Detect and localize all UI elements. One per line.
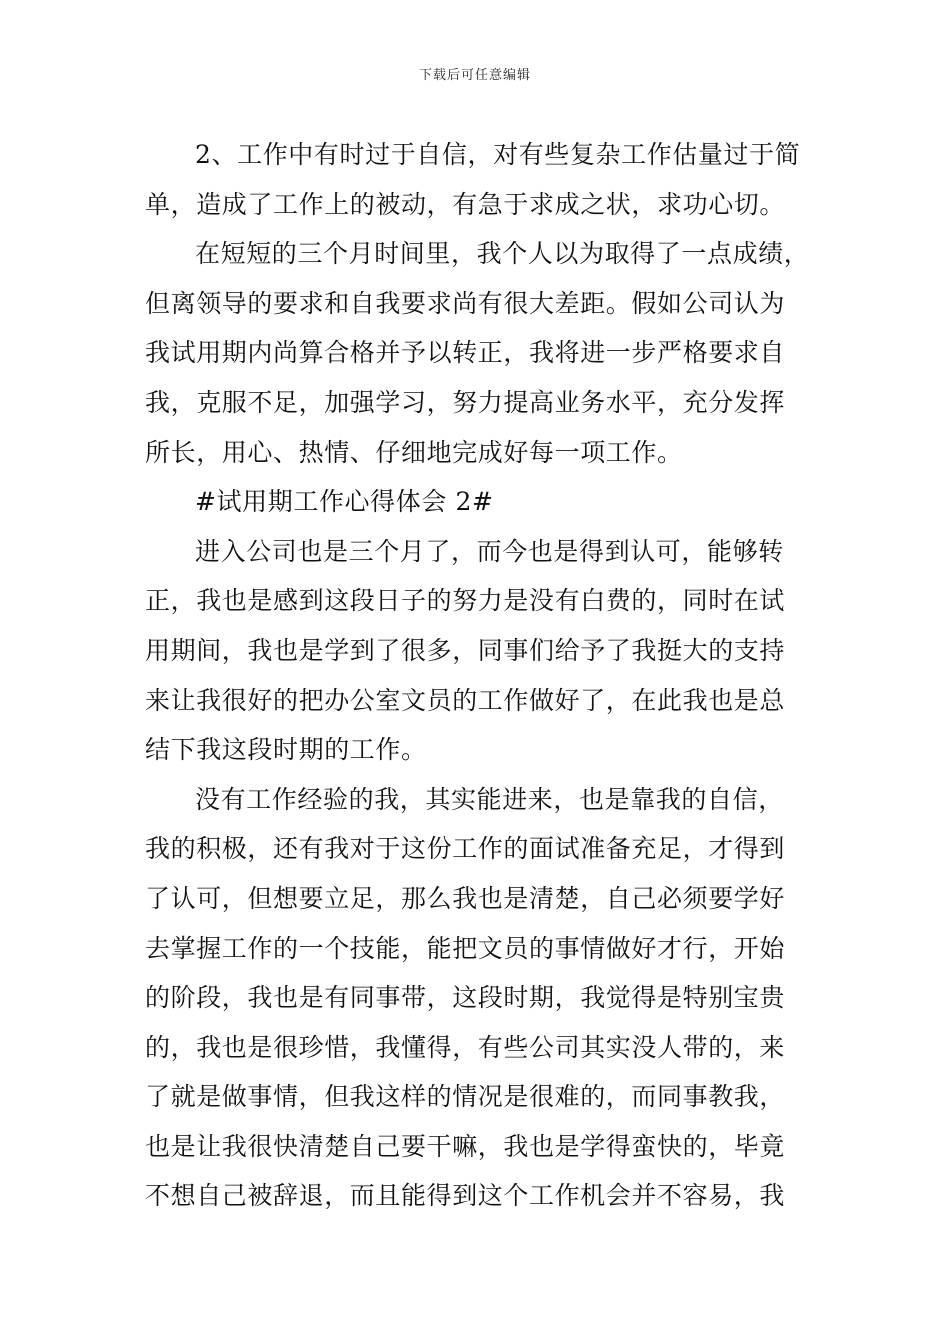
- header-note: 下载后可任意编辑: [418, 68, 531, 83]
- paragraph-line: 单，造成了工作上的被动，有急于求成之状，求功心切。: [145, 189, 786, 219]
- section-heading: #试用期工作心得体会 2#: [195, 487, 494, 517]
- paragraph-line: 结下我这段时期的工作。: [145, 735, 427, 765]
- paragraph-line: 但离领导的要求和自我要求尚有很大差距。假如公司认为: [145, 288, 786, 318]
- paragraph-line: 了就是做事情，但我这样的情况是很难的，而同事教我，: [145, 1082, 786, 1112]
- paragraph-line: 去掌握工作的一个技能，能把文员的事情做好才行，开始: [145, 933, 786, 963]
- paragraph-line: 2、工作中有时过于自信，对有些复杂工作估量过于简: [195, 140, 801, 169]
- paragraph-line: 的阶段，我也是有同事带，这段时期，我觉得是特别宝贵: [145, 983, 786, 1013]
- paragraph-line: 在短短的三个月时间里，我个人以为取得了一点成绩，: [195, 239, 810, 269]
- body-text: [145, 130, 810, 1221]
- paragraph-line: 所长，用心、热情、仔细地完成好每一项工作。: [145, 437, 683, 467]
- paragraph-line: 也是让我很快清楚自己要干嘛，我也是学得蛮快的，毕竟: [145, 1131, 786, 1161]
- paragraph-line: 的，我也是很珍惜，我懂得，有些公司其实没人带的，来: [145, 1032, 786, 1062]
- paragraph-line: 来让我很好的把办公室文员的工作做好了，在此我也是总: [145, 685, 786, 715]
- paragraph-line: 进入公司也是三个月了，而今也是得到认可，能够转: [195, 536, 784, 566]
- paragraph-line: 没有工作经验的我，其实能进来，也是靠我的自信，: [195, 784, 784, 814]
- paragraph-line: 我，克服不足，加强学习，努力提高业务水平，充分发挥: [145, 387, 786, 417]
- paragraph-line: 我试用期内尚算合格并予以转正，我将进一步严格要求自: [145, 338, 786, 368]
- paragraph-line: 用期间，我也是学到了很多，同事们给予了我挺大的支持: [145, 635, 786, 665]
- paragraph-line: 正，我也是感到这段日子的努力是没有白费的，同时在试: [145, 586, 786, 616]
- paragraph-line: 了认可，但想要立足，那么我也是清楚，自己必须要学好: [145, 883, 786, 913]
- paragraph-line: 不想自己被辞退，而且能得到这个工作机会并不容易，我: [145, 1181, 786, 1211]
- paragraph-line: 我的积极，还有我对于这份工作的面试准备充足，才得到: [145, 834, 786, 864]
